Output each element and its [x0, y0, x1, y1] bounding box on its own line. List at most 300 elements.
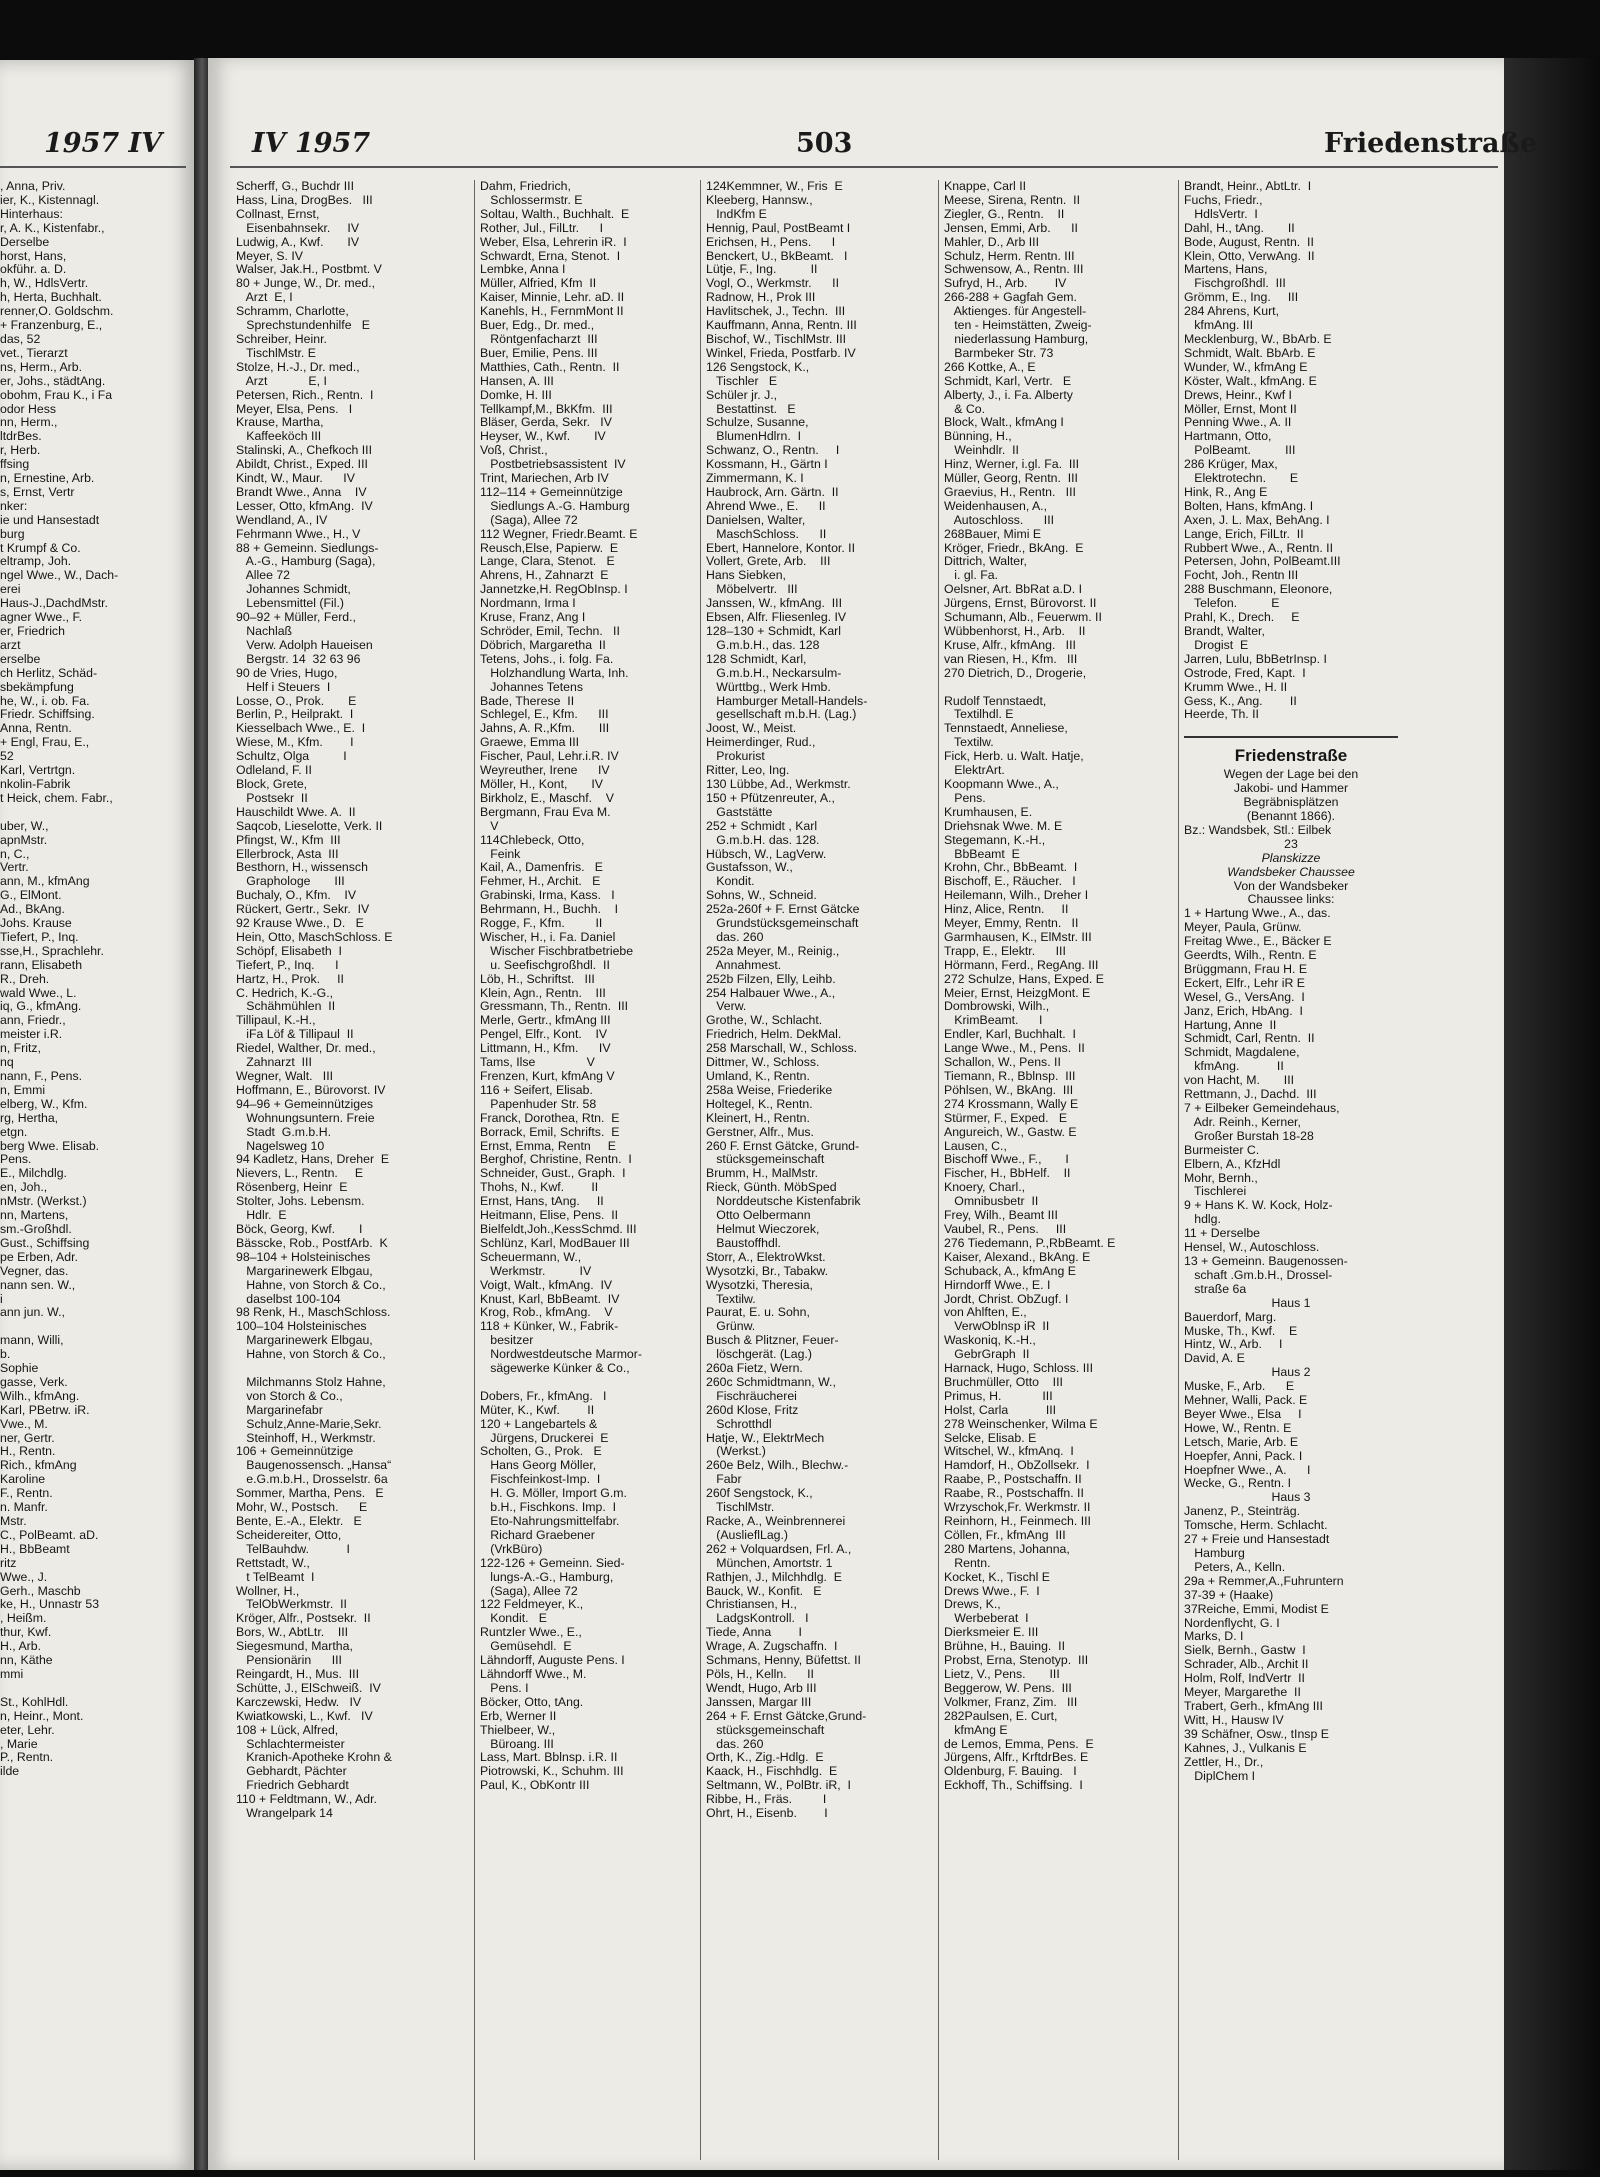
- directory-entry-line: Meyer, Paula, Grünw.: [1184, 921, 1302, 935]
- directory-entry-line: Raabe, P., Postschaffn. II: [944, 1473, 1082, 1487]
- directory-entry-line: Pengel, Elfr., Kont. IV: [480, 1028, 608, 1042]
- directory-entry-line: Zimmermann, K. I: [706, 472, 804, 486]
- directory-entry-line: 124Kemmner, W., Fris E: [706, 180, 843, 193]
- directory-entry-line: Heimerdinger, Rud.,: [706, 736, 816, 750]
- directory-entry-line: Kahnes, J., Vulkanis E: [1184, 1741, 1307, 1755]
- directory-entry-line: Drews, K.,: [944, 1598, 1001, 1612]
- directory-entry-line: Matthies, Cath., Rentn. II: [480, 360, 620, 374]
- directory-entry-line: Stalinski, A., Chefkoch III: [236, 444, 373, 458]
- directory-entry-line: Dittrich, Walter,: [944, 555, 1027, 569]
- directory-entry-line: Haubrock, Arn. Gärtn. II: [706, 485, 839, 499]
- directory-entry-line: Rieck, Günth. MöbSped: [706, 1181, 837, 1195]
- directory-entry-line: Brüggmann, Frau H. E: [1184, 962, 1308, 976]
- directory-entry-line: Schultz, Olga I: [236, 750, 347, 764]
- directory-entry-line: Koopmann Wwe., A.,: [944, 777, 1059, 791]
- directory-entry-line: Alberty, J., i. Fa. Alberty: [944, 388, 1073, 402]
- directory-entry-line: F., Rentn.: [0, 1487, 53, 1501]
- directory-entry-line: [1184, 722, 1398, 736]
- directory-entry-line: 252a-260f + F. Ernst Gätcke: [706, 903, 860, 917]
- directory-entry-line: Kaiser, Alexand., BkAng. E: [944, 1250, 1091, 1264]
- directory-entry-line: Haus 1: [1271, 1296, 1311, 1310]
- directory-entry-line: s, Ernst, Vertr: [0, 485, 75, 499]
- directory-entry-line: Pens.: [0, 1153, 32, 1167]
- directory-entry-line: 260e Belz, Wilh., Blechw.-: [706, 1459, 849, 1473]
- directory-entry-line: Ribbe, H., Fräs. I: [706, 1793, 827, 1807]
- directory-entry-line: h, Herta, Buchhalt.: [0, 291, 102, 305]
- directory-entry-line: Harnack, Hugo, Schloss. III: [944, 1362, 1093, 1376]
- directory-entry-line: Karoline: [0, 1473, 46, 1487]
- directory-entry-line: Wwe., J.: [0, 1570, 48, 1584]
- directory-entry-line: 150 + Pfützenreuter, A.,: [706, 791, 835, 805]
- directory-entry-line: Schlegel, E., Kfm. III: [480, 708, 609, 722]
- directory-entry-line: & Co.: [944, 402, 986, 416]
- directory-entry-line: ten - Heimstätten, Zweig-: [944, 319, 1092, 333]
- directory-entry-line: Hartung, Anne II: [1184, 1018, 1277, 1032]
- directory-entry-line: Bergstr. 14 32 63 96: [236, 652, 361, 666]
- directory-entry-line: mmi: [0, 1667, 24, 1681]
- directory-entry-line: Fischer, H., BbHelf. II: [944, 1167, 1071, 1181]
- directory-entry-line: Mecklenburg, W., BbArb. E: [1184, 332, 1332, 346]
- directory-entry-line: Sohns, W., Schneid.: [706, 889, 817, 903]
- directory-entry-line: Drews Wwe., F. I: [944, 1584, 1040, 1598]
- directory-entry-line: u. Seefischgroßhdl. II: [480, 958, 610, 972]
- directory-entry-line: Verw.: [706, 1000, 747, 1014]
- directory-entry-line: Behrmann, H., Buchh. I: [480, 903, 619, 917]
- directory-entry-line: Jahns, A. R.,Kfm. III: [480, 722, 610, 736]
- directory-entry-line: 114Chlebeck, Otto,: [480, 833, 585, 847]
- directory-entry-line: Hinterhaus:: [0, 207, 63, 221]
- directory-entry-line: Lembke, Anna I: [480, 263, 566, 277]
- directory-entry-line: Brandt, Walter,: [1184, 625, 1265, 638]
- directory-entry-line: Wischer, H., i. Fa. Daniel: [480, 930, 616, 944]
- directory-entry-line: Fischfeinkost-Imp. I: [480, 1473, 601, 1487]
- directory-entry-line: Werkmstr. IV: [480, 1264, 592, 1278]
- directory-entry-line: Baustoffhdl.: [706, 1236, 781, 1250]
- directory-entry-line: 260d Klose, Fritz: [706, 1403, 799, 1417]
- directory-entry-line: löschgerät. (Lag.): [706, 1348, 812, 1362]
- directory-entry-line: Littmann, H., Kfm. IV: [480, 1042, 611, 1056]
- directory-entry-line: Tillipaul, K.-H.,: [236, 1014, 316, 1028]
- directory-entry-line: ElektrArt.: [944, 764, 1005, 778]
- directory-entry-line: Prahl, K., Drech. E: [1184, 611, 1300, 625]
- directory-entry-line: das. 260: [706, 930, 764, 944]
- directory-entry-line: Telefon. E: [1184, 597, 1280, 611]
- directory-entry-line: 128–130 + Schmidt, Karl: [706, 625, 842, 638]
- directory-entry-line: 112–114 + Gemeinnützige: [480, 485, 623, 499]
- directory-entry-line: etgn.: [0, 1125, 28, 1139]
- directory-entry-line: 252a Meyer, M., Reinig.,: [706, 944, 840, 958]
- directory-entry-line: Helf i Steuers I: [236, 680, 331, 694]
- directory-entry-line: 280 Martens, Johanna,: [944, 1542, 1070, 1556]
- directory-entry-line: Muske, F., Arb. E: [1184, 1380, 1295, 1394]
- directory-entry-line: Bischoff, E., Räucher. I: [944, 875, 1076, 889]
- directory-entry-line: Jakobi- und Hammer: [1233, 782, 1349, 796]
- directory-entry-line: , Marie: [0, 1737, 38, 1751]
- directory-entry-line: Papenhuder Str. 58: [480, 1097, 597, 1111]
- directory-entry-line: Voigt, Walt., kfmAng. IV: [480, 1278, 613, 1292]
- directory-entry-line: Primus, H. III: [944, 1389, 1053, 1403]
- directory-entry-line: (Werkst.): [706, 1445, 766, 1459]
- directory-entry-line: Hatje, W., ElektrMech: [706, 1431, 825, 1445]
- directory-entry-line: Martens, Hans,: [1184, 263, 1268, 277]
- directory-entry-line: Klein, Agn., Rentn. III: [480, 986, 606, 1000]
- directory-entry-line: erselbe: [0, 652, 41, 666]
- directory-entry-line: nann sen. W.,: [0, 1278, 76, 1292]
- directory-entry-line: Bors, W., AbtLtr. III: [236, 1626, 349, 1640]
- directory-entry-line: TelObWerkmstr. II: [236, 1598, 347, 1612]
- directory-entry-line: Adr. Reinh., Kerner,: [1184, 1115, 1301, 1129]
- directory-entry-line: Joost, W., Meist.: [706, 722, 797, 736]
- directory-entry-line: t TelBeamt I: [236, 1570, 315, 1584]
- directory-entry-line: Vollert, Grete, Arb. III: [706, 555, 831, 569]
- directory-entry-line: Janz, Erich, HbAng. I: [1184, 1004, 1303, 1018]
- directory-entry-line: HdlsVertr. I: [1184, 207, 1258, 221]
- directory-entry-line: Gressmann, Th., Rentn. III: [480, 1000, 629, 1014]
- directory-entry-line: Mstr.: [0, 1515, 27, 1528]
- directory-entry-line: Schmidt, Carl, Rentn. II: [1184, 1032, 1315, 1046]
- directory-entry-line: Wesel, G., VersAng. I: [1184, 990, 1305, 1004]
- directory-entry-line: Bauerdorf, Marg.: [1184, 1310, 1277, 1324]
- directory-entry-line: Tischler E: [706, 374, 778, 388]
- directory-entry-line: 260 F. Ernst Gätcke, Grund-: [706, 1139, 860, 1153]
- directory-entry-line: Kondit.: [706, 875, 755, 889]
- directory-entry-line: Schreiber, Heinr.: [236, 332, 327, 346]
- directory-entry-line: Weinhdlr. II: [944, 444, 1019, 458]
- directory-entry-line: Kiesselbach Wwe., E. I: [236, 722, 366, 736]
- directory-entry-line: Verw. Adolph Haueisen: [236, 638, 373, 652]
- directory-entry-line: Hdlr. E: [236, 1209, 287, 1223]
- directory-entry-line: [480, 1376, 696, 1390]
- directory-entry-line: DiplChem I: [1184, 1769, 1256, 1783]
- directory-entry-line: + Franzenburg, E.,: [0, 319, 103, 333]
- directory-entry-line: ner, Gertr.: [0, 1431, 55, 1445]
- directory-entry-line: Meese, Sirena, Rentn. II: [944, 193, 1081, 207]
- directory-entry-line: Allee 72: [236, 569, 291, 583]
- directory-entry-line: Annahmest.: [706, 958, 782, 972]
- column-divider: [700, 180, 701, 2160]
- directory-entry-line: Hauschildt Wwe. A. II: [236, 805, 356, 819]
- directory-entry-line: Schulz,Anne-Marie,Sekr.: [236, 1417, 382, 1431]
- directory-entry-line: n, Ernestine, Arb.: [0, 472, 95, 486]
- left-page-fragment-column: [0, 180, 186, 2160]
- directory-entry-line: Kleeberg, Hannsw.,: [706, 193, 813, 207]
- directory-entry-line: Krumhausen, E.: [944, 805, 1033, 819]
- directory-entry-line: 116 + Seifert, Elisab.: [480, 1083, 593, 1097]
- directory-entry-line: [0, 1682, 186, 1696]
- directory-entry-line: 29a + Remmer,A.,Fuhruntern: [1184, 1574, 1344, 1588]
- directory-entry-line: Hans Siebken,: [706, 569, 786, 583]
- directory-entry-line: Ernst, Hans, tAng. II: [480, 1195, 604, 1209]
- directory-entry-line: Klein, Otto, VerwAng. II: [1184, 249, 1315, 263]
- directory-entry-line: Meyer, Margarethe II: [1184, 1686, 1301, 1700]
- directory-entry-line: Wegen der Lage bei den: [1223, 768, 1359, 782]
- directory-entry-line: Bestattinst. E: [706, 402, 796, 416]
- directory-entry-line: Wollner, H.,: [236, 1584, 300, 1598]
- directory-entry-line: MaschSchloss. II: [706, 527, 827, 541]
- directory-entry-line: (Saga), Allee 72: [480, 1584, 578, 1598]
- directory-entry-line: Möller, Ernst, Mont II: [1184, 402, 1297, 416]
- directory-entry-line: Gess, K., Ang. II: [1184, 694, 1297, 708]
- directory-entry-line: Bielfeldt,Joh.,KessSchmd. III: [480, 1222, 637, 1236]
- directory-entry-line: Werbeberat I: [944, 1612, 1029, 1626]
- directory-entry-line: Ostrode, Fred, Kapt. I: [1184, 666, 1306, 680]
- directory-entry-line: TischlMstr. E: [236, 346, 316, 360]
- directory-entry-line: Wiese, M., Kfm. I: [236, 736, 354, 750]
- directory-entry-line: David, A. E: [1184, 1352, 1245, 1366]
- directory-entry-line: en, Joh.,: [0, 1181, 48, 1195]
- directory-entry-line: Penning Wwe., A. II: [1184, 416, 1292, 430]
- directory-entry-line: Schallon, W., Pens. II: [944, 1056, 1061, 1070]
- directory-entry-line: 80 + Junge, W., Dr. med.,: [236, 277, 376, 291]
- directory-entry-line: Vertr.: [0, 861, 29, 875]
- directory-entry-line: Waskoniq, K.-H.,: [944, 1334, 1036, 1348]
- directory-entry-line: Johannes Tetens: [480, 680, 584, 694]
- directory-entry-line: stücksgemeinschaft: [706, 1153, 825, 1167]
- directory-entry-line: Schneider, Gust., Graph. I: [480, 1167, 626, 1181]
- directory-entry-line: Stegemann, K.-H.,: [944, 833, 1046, 847]
- directory-entry-line: LadgsKontroll. I: [706, 1612, 809, 1626]
- directory-entry-line: Stürmer, F., Exped. E: [944, 1111, 1068, 1125]
- directory-entry-line: Gebhardt, Pächter: [236, 1765, 347, 1779]
- directory-entry-line: Tennstaedt, Anneliese,: [944, 722, 1068, 736]
- directory-entry-line: Arzt E, I: [236, 374, 327, 388]
- directory-entry-line: Odleland, F. II: [236, 764, 312, 778]
- directory-entry-line: Orth, K., Zig.-Hdlg. E: [706, 1751, 824, 1765]
- directory-entry-line: Feink: [480, 847, 521, 861]
- directory-entry-line: Bode, August, Rentn. II: [1184, 235, 1314, 249]
- directory-entry-line: Köster, Walt., kfmAng. E: [1184, 374, 1317, 388]
- directory-entry-line: 106 + Gemeinnützige: [236, 1445, 354, 1459]
- directory-entry-line: Büroang. III: [480, 1737, 554, 1751]
- directory-entry-line: Nordmann, Irma I: [480, 597, 576, 611]
- directory-entry-line: Hamdorf, H., ObZollsekr. I: [944, 1459, 1090, 1473]
- directory-entry-line: Hoepfer, Anni, Pack. I: [1184, 1449, 1303, 1463]
- directory-entry-line: straße 6a: [1184, 1282, 1247, 1296]
- directory-entry-line: Buer, Emilie, Pens. III: [480, 346, 598, 360]
- directory-entry-line: Dittmer, W., Schloss.: [706, 1056, 820, 1070]
- directory-entry-line: von Hacht, M. III: [1184, 1074, 1295, 1088]
- directory-entry-line: 100–104 Holsteinisches: [236, 1320, 367, 1334]
- directory-entry-line: r, A. K., Kistenfabr.,: [0, 221, 105, 235]
- directory-entry-line: Hensel, W., Autoschloss.: [1184, 1241, 1320, 1255]
- directory-entry-line: Schuback, A., kfmAng E: [944, 1264, 1076, 1278]
- directory-entry-line: Axen, J. L. Max, BehAng. I: [1184, 513, 1330, 527]
- directory-entry-line: Johannes Schmidt,: [236, 583, 351, 597]
- directory-columns: [236, 180, 1498, 2160]
- directory-entry-line: n, C.,: [0, 847, 30, 861]
- directory-entry-line: Grünw.: [706, 1320, 756, 1334]
- directory-entry-line: Müller, Georg, Rentn. III: [944, 472, 1078, 486]
- directory-entry-line: Fischräucherei: [706, 1389, 797, 1403]
- directory-entry-line: Brandt, Heinr., AbtLtr. I: [1184, 180, 1312, 193]
- directory-entry-line: 270 Dietrich, D., Drogerie,: [944, 666, 1087, 680]
- directory-entry-line: Gust., Schiffsing: [0, 1236, 90, 1250]
- directory-entry-line: Hinz, Werner, i.gl. Fa. III: [944, 458, 1080, 472]
- directory-entry-line: Marks, D. I: [1184, 1630, 1244, 1644]
- directory-entry-line: Scheidereiter, Otto,: [236, 1528, 342, 1542]
- directory-entry-line: 110 + Feldtmann, W., Adr.: [236, 1793, 377, 1807]
- directory-entry-line: Tiemann, R., Bblnsp. III: [944, 1070, 1076, 1083]
- directory-entry-line: Cöllen, Fr., kfmAng III: [944, 1528, 1066, 1542]
- directory-entry-line: ie und Hansestadt: [0, 513, 100, 527]
- directory-entry-line: Domke, H. III: [480, 388, 552, 402]
- directory-entry-line: Pens. I: [480, 1681, 529, 1695]
- directory-entry-line: Textilw.: [706, 1292, 756, 1306]
- directory-entry-line: Haus-J.,DachdMstr.: [0, 597, 108, 611]
- directory-entry-line: Geerdts, Wilh., Rentn. E: [1184, 949, 1317, 963]
- directory-entry-line: Knappe, Carl II: [944, 180, 1027, 193]
- directory-entry-line: Hübsch, W., LagVerw.: [706, 847, 827, 861]
- directory-entry-line: Holtegel, K., Rentn.: [706, 1097, 813, 1111]
- directory-entry-line: Friedr. Schiffsing.: [0, 708, 95, 722]
- directory-entry-line: Schlossermstr. E: [480, 193, 583, 207]
- directory-entry-line: Holst, Carla III: [944, 1403, 1057, 1417]
- directory-entry-line: 27 + Freie und Hansestadt: [1184, 1533, 1330, 1547]
- directory-entry-line: ritz: [0, 1556, 17, 1570]
- directory-entry-line: Stadt G.m.b.H.: [236, 1125, 331, 1139]
- directory-entry-line: Meyer, S. IV: [236, 249, 303, 263]
- directory-entry-line: Scherff, G., Buchdr III: [236, 180, 355, 193]
- directory-entry-line: Hans Georg Möller,: [480, 1459, 597, 1473]
- directory-entry-line: Hamburg: [1184, 1547, 1245, 1560]
- directory-entry-line: Autoschloss. III: [944, 513, 1055, 527]
- directory-entry-line: Erichsen, H., Pens. I: [706, 235, 836, 249]
- directory-entry-line: berg Wwe. Elisab.: [0, 1139, 100, 1153]
- directory-entry-line: Planskizze: [1261, 851, 1321, 865]
- directory-entry-line: Schwensow, A., Rentn. III: [944, 263, 1084, 277]
- directory-entry-line: Radnow, H., Prok III: [706, 291, 816, 305]
- directory-entry-line: Sielk, Bernh., Gastw I: [1184, 1644, 1306, 1658]
- directory-entry-line: 90–92 + Müller, Ferd.,: [236, 611, 356, 625]
- directory-entry-line: TischlMstr.: [706, 1501, 775, 1515]
- directory-entry-line: Graphologe III: [236, 875, 345, 889]
- directory-entry-line: Walser, Jak.H., Postbmt. V: [236, 263, 382, 277]
- directory-entry-line: Kröger, Alfr., Postsekr. II: [236, 1612, 371, 1626]
- directory-entry-line: Trapp, E., Elektr. III: [944, 944, 1066, 958]
- directory-entry-line: Döbrich, Margaretha II: [480, 638, 606, 652]
- page-number: 503: [796, 128, 853, 159]
- directory-entry-line: Seltmann, W., PolBtr. iR, I: [706, 1779, 851, 1793]
- directory-entry-line: Zettler, H., Dr.,: [1184, 1755, 1264, 1769]
- directory-entry-line: Soltau, Walth., Buchhalt. E: [480, 207, 630, 221]
- directory-entry-line: nn, Martens,: [0, 1209, 69, 1223]
- directory-entry-line: Schumann, Alb., Feuerwm. II: [944, 611, 1102, 625]
- directory-entry-line: Stolter, Johs. Lebensm.: [236, 1195, 365, 1209]
- directory-entry-line: Hartz, H., Prok. II: [236, 972, 344, 986]
- directory-entry-line: Reinhorn, H., Feinmech. III: [944, 1515, 1091, 1528]
- directory-entry-line: KrimBeamt. I: [944, 1014, 1043, 1028]
- directory-entry-line: Arzt E, I: [236, 291, 293, 305]
- directory-entry-line: 118 + Künker, W., Fabrik-: [480, 1320, 619, 1334]
- directory-entry-line: Schähmühlen II: [236, 1000, 336, 1014]
- directory-entry-line: Frey, Wilh., Beamt III: [944, 1209, 1058, 1223]
- directory-entry-line: Birkholz, E., Maschf. V: [480, 791, 614, 805]
- directory-entry-line: Dierksmeier E. III: [944, 1626, 1039, 1640]
- directory-entry-line: das. 260: [706, 1737, 764, 1751]
- directory-entry-line: Dobers, Fr., kfmAng. I: [480, 1389, 607, 1403]
- directory-entry-line: Grundstücksgemeinschaft: [706, 917, 859, 931]
- directory-entry-line: Postbetriebsassistent IV: [480, 458, 626, 472]
- directory-column-2: [480, 180, 696, 2160]
- directory-entry-line: Von der Wandsbeker: [1233, 879, 1349, 893]
- directory-entry-line: 98–104 + Holsteinisches: [236, 1250, 371, 1264]
- directory-entry-line: Tellkampf,M., BkKfm. III: [480, 402, 613, 416]
- directory-entry-line: Margarinefabr: [236, 1403, 323, 1417]
- directory-entry-line: Richard Graebener: [480, 1528, 595, 1542]
- directory-entry-line: Ohrt, H., Eisenb. I: [706, 1807, 828, 1821]
- directory-entry-line: Lange Wwe., M., Pens. II: [944, 1042, 1085, 1056]
- directory-entry-line: Gaststätte: [706, 805, 773, 819]
- directory-entry-line: Hinz, Alice, Rentn. II: [944, 903, 1069, 917]
- directory-entry-line: Dombrowski, Wilh.,: [944, 1000, 1050, 1014]
- directory-column-3: [706, 180, 932, 2160]
- directory-entry-line: Eisenbahnsekr. IV: [236, 221, 360, 235]
- directory-entry-line: Hoepfner Wwe., A. I: [1184, 1463, 1311, 1477]
- directory-entry-line: Karczewski, Hedw. IV: [236, 1695, 362, 1709]
- directory-entry-line: kfmAng. III: [1184, 319, 1254, 333]
- column-divider: [474, 180, 475, 2160]
- directory-entry-line: Nagelsweg 10: [236, 1139, 325, 1153]
- directory-entry-line: 128 Schmidt, Karl,: [706, 652, 807, 666]
- directory-entry-line: Rettmann, J., Dachd. III: [1184, 1088, 1317, 1102]
- directory-entry-line: Wischer Fischbratbetriebe: [480, 944, 634, 958]
- directory-entry-line: Brandt Wwe., Anna IV: [236, 485, 367, 499]
- directory-entry-line: Ebert, Hannelore, Kontor. II: [706, 541, 856, 555]
- directory-entry-line: 108 + Lück, Alfred,: [236, 1723, 339, 1737]
- directory-entry-line: hdlg.: [1184, 1213, 1221, 1227]
- directory-entry-line: 122-126 + Gemeinn. Sied-: [480, 1556, 625, 1570]
- directory-entry-line: 130 Lübbe, Ad., Werkmstr.: [706, 777, 851, 791]
- directory-entry-line: Berghof, Christine, Rentn. I: [480, 1153, 632, 1167]
- directory-entry-line: Scheuermann, W.,: [480, 1250, 582, 1264]
- directory-entry-line: Mahler, D., Arb III: [944, 235, 1039, 249]
- directory-entry-line: 9 + Hans K. W. Kock, Holz-: [1184, 1199, 1333, 1213]
- directory-entry-line: Krause, Martha,: [236, 416, 324, 430]
- directory-entry-line: niederlassung Hamburg,: [944, 332, 1089, 346]
- directory-entry-line: obohm, Frau K., i Fa: [0, 388, 113, 402]
- directory-entry-line: Bade, Therese II: [480, 694, 575, 708]
- directory-entry-line: + Engl, Frau, E.,: [0, 736, 90, 750]
- directory-entry-line: 288 Buschmann, Eleonore,: [1184, 583, 1333, 597]
- directory-entry-line: Grabinski, Irma, Kass. I: [480, 889, 615, 903]
- directory-entry-line: Racke, A., Weinbrennerei: [706, 1515, 846, 1528]
- directory-entry-line: Schramm, Charlotte,: [236, 305, 349, 319]
- directory-entry-line: Steinhoff, H., Werkmstr.: [236, 1431, 376, 1445]
- directory-entry-line: Hirndorff Wwe., E. I: [944, 1278, 1051, 1292]
- directory-entry-line: 122 Feldmeyer, K.,: [480, 1598, 584, 1612]
- directory-entry-line: Fehrmann Wwe., H., V: [236, 527, 361, 541]
- directory-entry-line: Pens.: [944, 791, 986, 805]
- directory-entry-line: 278 Weinschenker, Wilma E: [944, 1417, 1098, 1431]
- directory-entry-line: Pensionärin III: [236, 1654, 342, 1668]
- directory-entry-line: von Storch & Co.,: [236, 1389, 343, 1403]
- directory-entry-line: H., Rentn.: [0, 1445, 56, 1459]
- directory-entry-line: Baugenossensch. „Hansa“: [236, 1459, 392, 1473]
- directory-entry-line: 7 + Eilbeker Gemeindehaus,: [1184, 1102, 1340, 1115]
- directory-entry-line: Ad., BkAng.: [0, 903, 65, 917]
- directory-entry-line: Kleinert, H., Rentn.: [706, 1111, 810, 1125]
- directory-entry-line: Borrack, Emil, Schrifts. E: [480, 1125, 620, 1139]
- directory-column-1: [236, 180, 468, 2160]
- directory-entry-line: nker:: [0, 499, 28, 513]
- directory-entry-line: Schlachtermeister: [236, 1737, 345, 1751]
- directory-entry-line: besitzer: [480, 1334, 534, 1348]
- directory-entry-line: Siedlungs A.-G. Hamburg: [480, 499, 630, 513]
- directory-entry-line: Ahrens, H., Zahnarzt E: [480, 569, 609, 583]
- directory-entry-line: Sprechstundenhilfe E: [236, 319, 370, 333]
- directory-entry-line: Wilh., kfmAng.: [0, 1389, 80, 1403]
- directory-entry-line: H. G. Möller, Import G.m.: [480, 1487, 627, 1501]
